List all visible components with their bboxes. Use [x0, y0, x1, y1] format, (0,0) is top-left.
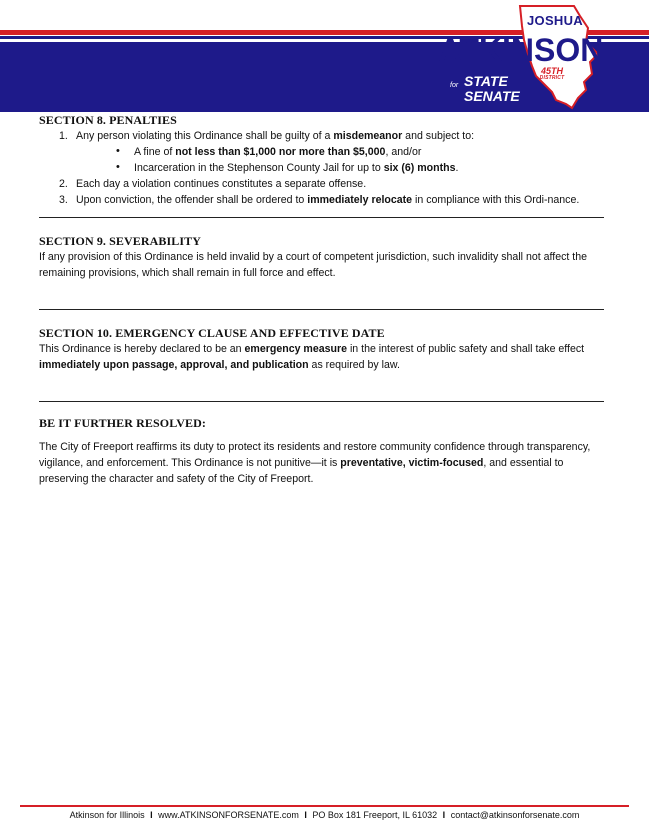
list-item — [76, 160, 604, 176]
footer-separator: I — [442, 810, 446, 820]
item-text: . — [455, 162, 459, 174]
section-divider — [39, 309, 604, 310]
candidate-last-name: ATKINSON — [438, 32, 604, 68]
text-run: in the interest of public safety and shall take effect — [347, 343, 585, 355]
footer-address: PO Box 181 Freeport, IL 61032 — [312, 810, 438, 820]
list-item — [39, 192, 604, 208]
item-text: Upon conviction, the offender shall be ordered to — [76, 194, 308, 206]
ordinance-body — [39, 113, 604, 487]
item-text: and subject to: — [402, 130, 475, 142]
section-9-title: SECTION 9. SEVERABILITY — [39, 234, 202, 248]
bullet: • — [116, 161, 120, 173]
candidate-first-name: JOSHUA — [527, 13, 583, 28]
text-run: This Ordinance is hereby declared to be an — [39, 343, 245, 355]
text-run: , and essential to preserving the character and safety of the City of Freeport. — [39, 457, 564, 485]
item-number: 1. — [59, 130, 68, 142]
footer-red-rule — [20, 805, 629, 807]
item-bold-text: misdemeanor — [333, 130, 403, 142]
section-divider — [39, 217, 604, 218]
resolved-title: BE IT FURTHER RESOLVED: — [39, 416, 206, 430]
section-8-title: SECTION 8. PENALTIES — [39, 113, 177, 127]
footer-separator: I — [150, 810, 153, 820]
section-divider — [39, 401, 604, 402]
penalty-sublist — [76, 144, 604, 176]
bullet: • — [116, 145, 120, 157]
item-text: A fine of — [134, 146, 176, 158]
list-item — [39, 176, 604, 192]
footer-website[interactable]: www.ATKINSONFORSENATE.com — [158, 810, 299, 820]
item-bold-text: not less than $1,000 nor more than $5,000 — [175, 146, 386, 158]
item-bold-text: six (6) months — [383, 162, 456, 174]
section-10-text — [39, 341, 604, 373]
list-item — [39, 128, 604, 176]
item-text: Any person violating this Ordinance shall be guilty of a — [76, 130, 334, 142]
footer-contact — [0, 810, 649, 820]
bold-text-run: immediately upon passage, approval, and publication — [39, 359, 309, 371]
footer-org: Atkinson for Illinois — [69, 810, 145, 820]
district-number: 45TH — [540, 66, 563, 76]
item-text: , and/or — [385, 146, 422, 158]
resolved-text — [39, 439, 604, 487]
for-label: for — [450, 82, 459, 89]
letterhead-header — [0, 0, 649, 112]
item-text: Incarceration in the Stephenson County Jail for up to — [134, 162, 384, 174]
item-text: in compliance with this Ordi-nance. — [412, 194, 580, 206]
item-bold-text: immediately relocate — [307, 194, 413, 206]
item-number: 2. — [59, 178, 68, 190]
district-label: DISTRICT — [539, 75, 565, 81]
section-10-title: SECTION 10. EMERGENCY CLAUSE AND EFFECTIVE DATE — [39, 326, 385, 340]
office-line-2: SENATE — [464, 88, 520, 104]
office-line-1: STATE — [464, 73, 508, 89]
item-text: Each day a violation continues constitutes a separate offense. — [76, 178, 367, 190]
section-9-text: If any provision of this Ordinance is held invalid by a court of competent jurisdiction, such invalidity shall not affect the remaining provisions, which shall remain in full force and effect. — [39, 251, 588, 279]
footer-separator: I — [304, 810, 307, 820]
footer-email[interactable]: contact@atkinsonforsenate.com — [450, 810, 580, 820]
list-item — [76, 144, 604, 160]
text-run: The City of Freeport reaffirms its duty to protect its residents and restore community confidence through transparency, vigilance, and enforcement. This Ordinance is not punitive—it is — [39, 441, 591, 469]
penalties-list — [39, 128, 604, 208]
bold-text-run: preventative, victim-focused — [340, 457, 484, 469]
text-run: as required by law. — [308, 359, 400, 371]
bold-text-run: emergency measure — [244, 343, 347, 355]
office-title — [464, 74, 544, 104]
item-number: 3. — [59, 194, 68, 206]
